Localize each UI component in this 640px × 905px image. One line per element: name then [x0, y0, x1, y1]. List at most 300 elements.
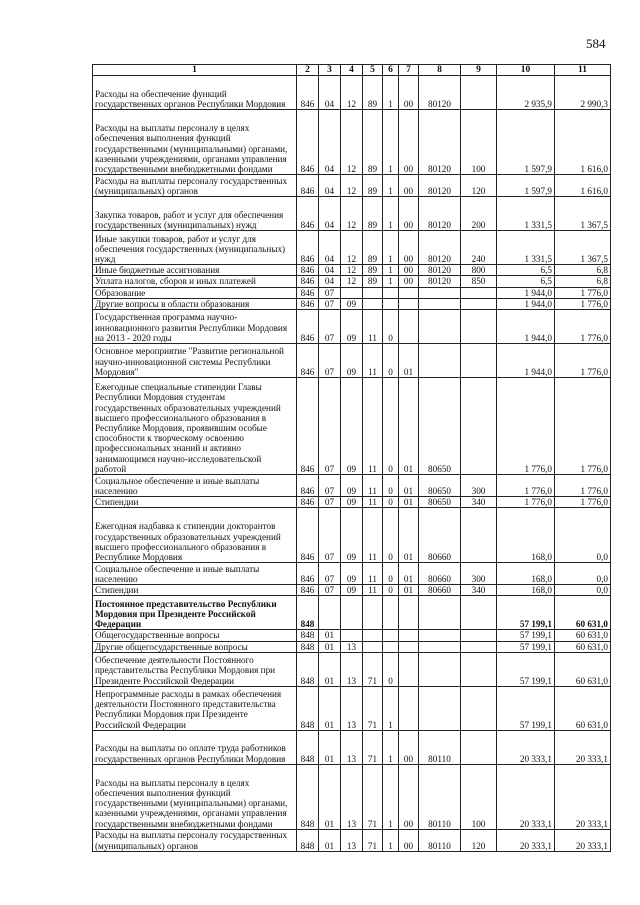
- row-name-cell: Расходы на выплаты персоналу в целях обеспечения выполнения функций государственными (муниципальными) органами, казенными учреждениями, органами управления государственными внебюджетными фондами: [93, 764, 297, 829]
- amount-1-cell: 20 333,1: [497, 829, 555, 851]
- row-name-cell: Постоянное представительство Республики Мордовия при Президенте Российской Федерации: [93, 596, 297, 630]
- event-cell: [399, 310, 419, 344]
- table-row: [93, 508, 611, 563]
- table-row: [93, 231, 611, 265]
- event-cell: [399, 641, 419, 652]
- amount-2-cell: 1 776,0: [555, 287, 611, 298]
- program-cell: 11: [363, 508, 383, 563]
- table-row: [93, 378, 611, 475]
- row-name-cell: Расходы на выплаты персоналу государственных (муниципальных) органов: [93, 175, 297, 197]
- subprogram-cell: 0: [383, 344, 399, 378]
- amount-1-cell: 20 333,1: [497, 730, 555, 764]
- expense-type-cell: 340: [461, 585, 497, 596]
- section-cell: 07: [319, 287, 341, 298]
- table-row: [93, 287, 611, 298]
- subsection-cell: 09: [341, 497, 363, 508]
- direction-cell: 80650: [419, 475, 461, 497]
- amount-2-cell: 6,8: [555, 265, 611, 276]
- direction-cell: [419, 298, 461, 309]
- table-row: [93, 641, 611, 652]
- grbs-cell: 848: [297, 630, 319, 641]
- event-cell: 01: [399, 378, 419, 475]
- subprogram-cell: [383, 641, 399, 652]
- direction-cell: [419, 344, 461, 378]
- amount-2-cell: 1 616,0: [555, 175, 611, 197]
- event-cell: [399, 287, 419, 298]
- section-cell: 07: [319, 563, 341, 585]
- amount-1-cell: 1 944,0: [497, 344, 555, 378]
- subprogram-cell: 1: [383, 175, 399, 197]
- program-cell: 89: [363, 265, 383, 276]
- section-cell: 04: [319, 175, 341, 197]
- program-cell: 71: [363, 764, 383, 829]
- direction-cell: 80120: [419, 276, 461, 287]
- grbs-cell: 848: [297, 641, 319, 652]
- amount-1-cell: 57 199,1: [497, 630, 555, 641]
- table-row: [93, 298, 611, 309]
- amount-2-cell: 60 631,0: [555, 596, 611, 630]
- row-name-cell: Расходы на обеспечение функций государственных органов Республики Мордовия: [93, 76, 297, 110]
- table-row: [93, 829, 611, 851]
- event-cell: 01: [399, 563, 419, 585]
- subprogram-cell: [383, 298, 399, 309]
- subsection-cell: 09: [341, 475, 363, 497]
- subprogram-cell: 1: [383, 686, 399, 730]
- header-cell: 11: [555, 65, 611, 76]
- amount-2-cell: 1 776,0: [555, 475, 611, 497]
- subsection-cell: 09: [341, 378, 363, 475]
- grbs-cell: 846: [297, 76, 319, 110]
- expense-type-cell: [461, 641, 497, 652]
- program-cell: 89: [363, 175, 383, 197]
- amount-1-cell: 1 776,0: [497, 497, 555, 508]
- direction-cell: 80110: [419, 730, 461, 764]
- program-cell: [363, 596, 383, 630]
- row-name-cell: Иные закупки товаров, работ и услуг для обеспечения государственных (муниципальных) нужд: [93, 231, 297, 265]
- table-row: [93, 344, 611, 378]
- event-cell: 01: [399, 508, 419, 563]
- row-name-cell: Основное мероприятие "Развитие региональной научно-инновационной системы Республики Мордовия": [93, 344, 297, 378]
- expense-type-cell: 100: [461, 764, 497, 829]
- section-cell: 04: [319, 265, 341, 276]
- section-cell: 01: [319, 652, 341, 686]
- amount-1-cell: 57 199,1: [497, 686, 555, 730]
- row-name-cell: Государственная программа научно-инновационного развития Республики Мордовия на 2013 - 2020 годы: [93, 310, 297, 344]
- table-row: [93, 76, 611, 110]
- direction-cell: 80110: [419, 829, 461, 851]
- subprogram-cell: 1: [383, 265, 399, 276]
- grbs-cell: 846: [297, 508, 319, 563]
- program-cell: [363, 641, 383, 652]
- amount-1-cell: 1 597,9: [497, 175, 555, 197]
- row-name-cell: Образование: [93, 287, 297, 298]
- grbs-cell: 846: [297, 231, 319, 265]
- header-cell: 3: [319, 65, 341, 76]
- table-header-row: [93, 65, 611, 76]
- program-cell: [363, 630, 383, 641]
- table-row: [93, 475, 611, 497]
- grbs-cell: 848: [297, 829, 319, 851]
- amount-1-cell: 1 331,5: [497, 231, 555, 265]
- direction-cell: [419, 630, 461, 641]
- row-name-cell: Ежегодные специальные стипендии Главы Республики Мордовия студентам государственных образовательных учреждений высшего профессионального образования в Республике Мордовия, проявившим особые способности к творческому освоению профессиональных знаний и активно занимающимся научно-исследовательской работой: [93, 378, 297, 475]
- subprogram-cell: 0: [383, 378, 399, 475]
- amount-2-cell: 0,0: [555, 508, 611, 563]
- amount-1-cell: 1 597,9: [497, 110, 555, 175]
- amount-2-cell: 20 333,1: [555, 829, 611, 851]
- amount-1-cell: 57 199,1: [497, 596, 555, 630]
- table-row: [93, 764, 611, 829]
- direction-cell: 80120: [419, 197, 461, 231]
- grbs-cell: 848: [297, 596, 319, 630]
- table-row: [93, 110, 611, 175]
- direction-cell: 80660: [419, 585, 461, 596]
- amount-2-cell: 20 333,1: [555, 764, 611, 829]
- expense-type-cell: [461, 508, 497, 563]
- expense-type-cell: [461, 596, 497, 630]
- subsection-cell: [341, 630, 363, 641]
- event-cell: 01: [399, 585, 419, 596]
- program-cell: 71: [363, 652, 383, 686]
- amount-1-cell: 1 776,0: [497, 378, 555, 475]
- amount-2-cell: 60 631,0: [555, 630, 611, 641]
- header-cell: 8: [419, 65, 461, 76]
- grbs-cell: 846: [297, 110, 319, 175]
- header-cell: 6: [383, 65, 399, 76]
- expense-type-cell: 300: [461, 475, 497, 497]
- event-cell: 00: [399, 764, 419, 829]
- direction-cell: [419, 686, 461, 730]
- expense-type-cell: 850: [461, 276, 497, 287]
- event-cell: 00: [399, 175, 419, 197]
- section-cell: 01: [319, 630, 341, 641]
- program-cell: 89: [363, 276, 383, 287]
- subsection-cell: 09: [341, 310, 363, 344]
- subsection-cell: 12: [341, 276, 363, 287]
- row-name-cell: Закупка товаров, работ и услуг для обеспечения государственных (муниципальных) нужд: [93, 197, 297, 231]
- event-cell: 00: [399, 231, 419, 265]
- event-cell: 00: [399, 197, 419, 231]
- grbs-cell: 848: [297, 730, 319, 764]
- row-name-cell: Расходы на выплаты персоналу государственных (муниципальных) органов: [93, 829, 297, 851]
- event-cell: [399, 596, 419, 630]
- event-cell: 00: [399, 76, 419, 110]
- amount-2-cell: 2 990,3: [555, 76, 611, 110]
- grbs-cell: 846: [297, 265, 319, 276]
- direction-cell: 80110: [419, 764, 461, 829]
- expense-type-cell: 240: [461, 231, 497, 265]
- subprogram-cell: 1: [383, 110, 399, 175]
- table-row: [93, 310, 611, 344]
- grbs-cell: 848: [297, 652, 319, 686]
- expense-type-cell: [461, 344, 497, 378]
- event-cell: 00: [399, 265, 419, 276]
- budget-table: [92, 64, 611, 852]
- expense-type-cell: 800: [461, 265, 497, 276]
- subprogram-cell: 1: [383, 829, 399, 851]
- grbs-cell: 846: [297, 497, 319, 508]
- header-cell: 7: [399, 65, 419, 76]
- row-name-cell: Ежегодная надбавка к стипендии докторантов государственных образовательных учреждений высшего профессионального образования в Республике Мордовия: [93, 508, 297, 563]
- direction-cell: [419, 652, 461, 686]
- subsection-cell: 09: [341, 563, 363, 585]
- subprogram-cell: 0: [383, 497, 399, 508]
- subsection-cell: 09: [341, 344, 363, 378]
- program-cell: 11: [363, 585, 383, 596]
- expense-type-cell: 200: [461, 197, 497, 231]
- direction-cell: 80650: [419, 378, 461, 475]
- section-cell: [319, 596, 341, 630]
- subsection-cell: 13: [341, 829, 363, 851]
- amount-2-cell: 1 367,5: [555, 197, 611, 231]
- direction-cell: [419, 287, 461, 298]
- subprogram-cell: 1: [383, 276, 399, 287]
- subprogram-cell: 0: [383, 563, 399, 585]
- expense-type-cell: [461, 630, 497, 641]
- section-cell: 01: [319, 686, 341, 730]
- program-cell: [363, 287, 383, 298]
- section-cell: 04: [319, 76, 341, 110]
- grbs-cell: 846: [297, 475, 319, 497]
- subsection-cell: 13: [341, 764, 363, 829]
- row-name-cell: Расходы на выплаты персоналу в целях обеспечения выполнения функций государственными (муниципальными) органами, казенными учреждениями, органами управления государственными внебюджетными фондами: [93, 110, 297, 175]
- row-name-cell: Уплата налогов, сборов и иных платежей: [93, 276, 297, 287]
- direction-cell: 80120: [419, 76, 461, 110]
- event-cell: 01: [399, 344, 419, 378]
- section-cell: 01: [319, 730, 341, 764]
- subprogram-cell: [383, 630, 399, 641]
- subsection-cell: 09: [341, 298, 363, 309]
- amount-2-cell: 1 776,0: [555, 378, 611, 475]
- page-number: 584: [586, 36, 606, 51]
- subprogram-cell: 1: [383, 764, 399, 829]
- program-cell: [363, 298, 383, 309]
- section-cell: 01: [319, 829, 341, 851]
- event-cell: 00: [399, 829, 419, 851]
- expense-type-cell: [461, 686, 497, 730]
- table-row: [93, 652, 611, 686]
- amount-2-cell: 0,0: [555, 563, 611, 585]
- section-cell: 07: [319, 475, 341, 497]
- expense-type-cell: 120: [461, 829, 497, 851]
- subsection-cell: 13: [341, 686, 363, 730]
- program-cell: 11: [363, 310, 383, 344]
- section-cell: 07: [319, 344, 341, 378]
- expense-type-cell: [461, 76, 497, 110]
- subsection-cell: 12: [341, 76, 363, 110]
- grbs-cell: 846: [297, 298, 319, 309]
- table-row: [93, 175, 611, 197]
- subsection-cell: 12: [341, 231, 363, 265]
- row-name-cell: Обеспечение деятельности Постоянного представительства Республики Мордовия при Президенте Российской Федерации: [93, 652, 297, 686]
- row-name-cell: Общегосударственные вопросы: [93, 630, 297, 641]
- section-cell: 04: [319, 197, 341, 231]
- table-row: [93, 265, 611, 276]
- table-row: [93, 276, 611, 287]
- direction-cell: 80120: [419, 110, 461, 175]
- direction-cell: 80660: [419, 508, 461, 563]
- table-body: [93, 76, 611, 852]
- subprogram-cell: 1: [383, 231, 399, 265]
- amount-2-cell: 0,0: [555, 585, 611, 596]
- subsection-cell: 13: [341, 730, 363, 764]
- grbs-cell: 848: [297, 686, 319, 730]
- expense-type-cell: 340: [461, 497, 497, 508]
- section-cell: 07: [319, 585, 341, 596]
- direction-cell: 80120: [419, 265, 461, 276]
- subprogram-cell: [383, 287, 399, 298]
- section-cell: 01: [319, 641, 341, 652]
- subprogram-cell: 0: [383, 475, 399, 497]
- row-name-cell: Иные бюджетные ассигнования: [93, 265, 297, 276]
- section-cell: 01: [319, 764, 341, 829]
- subsection-cell: 13: [341, 652, 363, 686]
- subsection-cell: 13: [341, 641, 363, 652]
- row-name-cell: Стипендии: [93, 585, 297, 596]
- amount-1-cell: 168,0: [497, 508, 555, 563]
- grbs-cell: 846: [297, 585, 319, 596]
- expense-type-cell: [461, 298, 497, 309]
- subprogram-cell: 0: [383, 508, 399, 563]
- subprogram-cell: 0: [383, 585, 399, 596]
- grbs-cell: 846: [297, 175, 319, 197]
- amount-2-cell: 60 631,0: [555, 641, 611, 652]
- program-cell: 89: [363, 110, 383, 175]
- event-cell: [399, 298, 419, 309]
- direction-cell: [419, 310, 461, 344]
- row-name-cell: Непрограммные расходы в рамках обеспечения деятельности Постоянного представительства Республики Мордовия при Президенте Российской Федерации: [93, 686, 297, 730]
- grbs-cell: 846: [297, 378, 319, 475]
- row-name-cell: Социальное обеспечение и иные выплаты населению: [93, 563, 297, 585]
- program-cell: 71: [363, 730, 383, 764]
- section-cell: 07: [319, 378, 341, 475]
- direction-cell: 80660: [419, 563, 461, 585]
- expense-type-cell: 120: [461, 175, 497, 197]
- program-cell: 11: [363, 563, 383, 585]
- program-cell: 89: [363, 76, 383, 110]
- header-cell: 5: [363, 65, 383, 76]
- grbs-cell: 846: [297, 344, 319, 378]
- amount-1-cell: 168,0: [497, 585, 555, 596]
- grbs-cell: 846: [297, 563, 319, 585]
- event-cell: 00: [399, 276, 419, 287]
- amount-2-cell: 1 367,5: [555, 231, 611, 265]
- table-row: [93, 585, 611, 596]
- event-cell: 01: [399, 475, 419, 497]
- amount-2-cell: 6,8: [555, 276, 611, 287]
- row-name-cell: Расходы на выплаты по оплате труда работников государственных органов Республики Мордовия: [93, 730, 297, 764]
- subsection-cell: 12: [341, 197, 363, 231]
- grbs-cell: 846: [297, 276, 319, 287]
- header-cell: 1: [93, 65, 297, 76]
- event-cell: [399, 630, 419, 641]
- table-row: [93, 630, 611, 641]
- expense-type-cell: [461, 730, 497, 764]
- program-cell: 71: [363, 686, 383, 730]
- event-cell: [399, 686, 419, 730]
- amount-1-cell: 1 944,0: [497, 310, 555, 344]
- program-cell: 71: [363, 829, 383, 851]
- expense-type-cell: 300: [461, 563, 497, 585]
- header-cell: 4: [341, 65, 363, 76]
- expense-type-cell: [461, 378, 497, 475]
- table-row: [93, 730, 611, 764]
- table-row: [93, 497, 611, 508]
- event-cell: 00: [399, 730, 419, 764]
- subsection-cell: [341, 596, 363, 630]
- amount-1-cell: 1 944,0: [497, 298, 555, 309]
- section-cell: 07: [319, 497, 341, 508]
- direction-cell: [419, 641, 461, 652]
- event-cell: 00: [399, 110, 419, 175]
- subsection-cell: 09: [341, 508, 363, 563]
- amount-2-cell: 1 776,0: [555, 344, 611, 378]
- direction-cell: 80120: [419, 175, 461, 197]
- header-cell: 2: [297, 65, 319, 76]
- program-cell: 89: [363, 231, 383, 265]
- section-cell: 07: [319, 508, 341, 563]
- direction-cell: [419, 596, 461, 630]
- subprogram-cell: 0: [383, 310, 399, 344]
- amount-1-cell: 168,0: [497, 563, 555, 585]
- event-cell: [399, 652, 419, 686]
- amount-1-cell: 6,5: [497, 265, 555, 276]
- expense-type-cell: [461, 287, 497, 298]
- subsection-cell: 12: [341, 265, 363, 276]
- amount-2-cell: 60 631,0: [555, 652, 611, 686]
- amount-1-cell: 20 333,1: [497, 764, 555, 829]
- amount-2-cell: 1 776,0: [555, 310, 611, 344]
- subprogram-cell: 1: [383, 76, 399, 110]
- section-cell: 04: [319, 231, 341, 265]
- direction-cell: 80120: [419, 231, 461, 265]
- expense-type-cell: 100: [461, 110, 497, 175]
- amount-2-cell: 60 631,0: [555, 686, 611, 730]
- table-row: [93, 686, 611, 730]
- row-name-cell: Стипендии: [93, 497, 297, 508]
- amount-1-cell: 1 331,5: [497, 197, 555, 231]
- amount-1-cell: 1 944,0: [497, 287, 555, 298]
- amount-2-cell: 1 616,0: [555, 110, 611, 175]
- subprogram-cell: 1: [383, 730, 399, 764]
- section-cell: 07: [319, 298, 341, 309]
- program-cell: 89: [363, 197, 383, 231]
- amount-2-cell: 1 776,0: [555, 298, 611, 309]
- amount-1-cell: 57 199,1: [497, 641, 555, 652]
- program-cell: 11: [363, 497, 383, 508]
- direction-cell: 80650: [419, 497, 461, 508]
- subsection-cell: 12: [341, 175, 363, 197]
- amount-1-cell: 1 776,0: [497, 475, 555, 497]
- amount-1-cell: 6,5: [497, 276, 555, 287]
- event-cell: 01: [399, 497, 419, 508]
- table-row: [93, 563, 611, 585]
- subprogram-cell: 0: [383, 652, 399, 686]
- row-name-cell: Другие общегосударственные вопросы: [93, 641, 297, 652]
- header-cell: 10: [497, 65, 555, 76]
- section-cell: 04: [319, 110, 341, 175]
- section-cell: 07: [319, 310, 341, 344]
- section-cell: 04: [319, 276, 341, 287]
- program-cell: 11: [363, 344, 383, 378]
- subsection-cell: [341, 287, 363, 298]
- amount-1-cell: 2 935,9: [497, 76, 555, 110]
- expense-type-cell: [461, 310, 497, 344]
- subprogram-cell: [383, 596, 399, 630]
- row-name-cell: Социальное обеспечение и иные выплаты населению: [93, 475, 297, 497]
- grbs-cell: 846: [297, 197, 319, 231]
- table-row: [93, 197, 611, 231]
